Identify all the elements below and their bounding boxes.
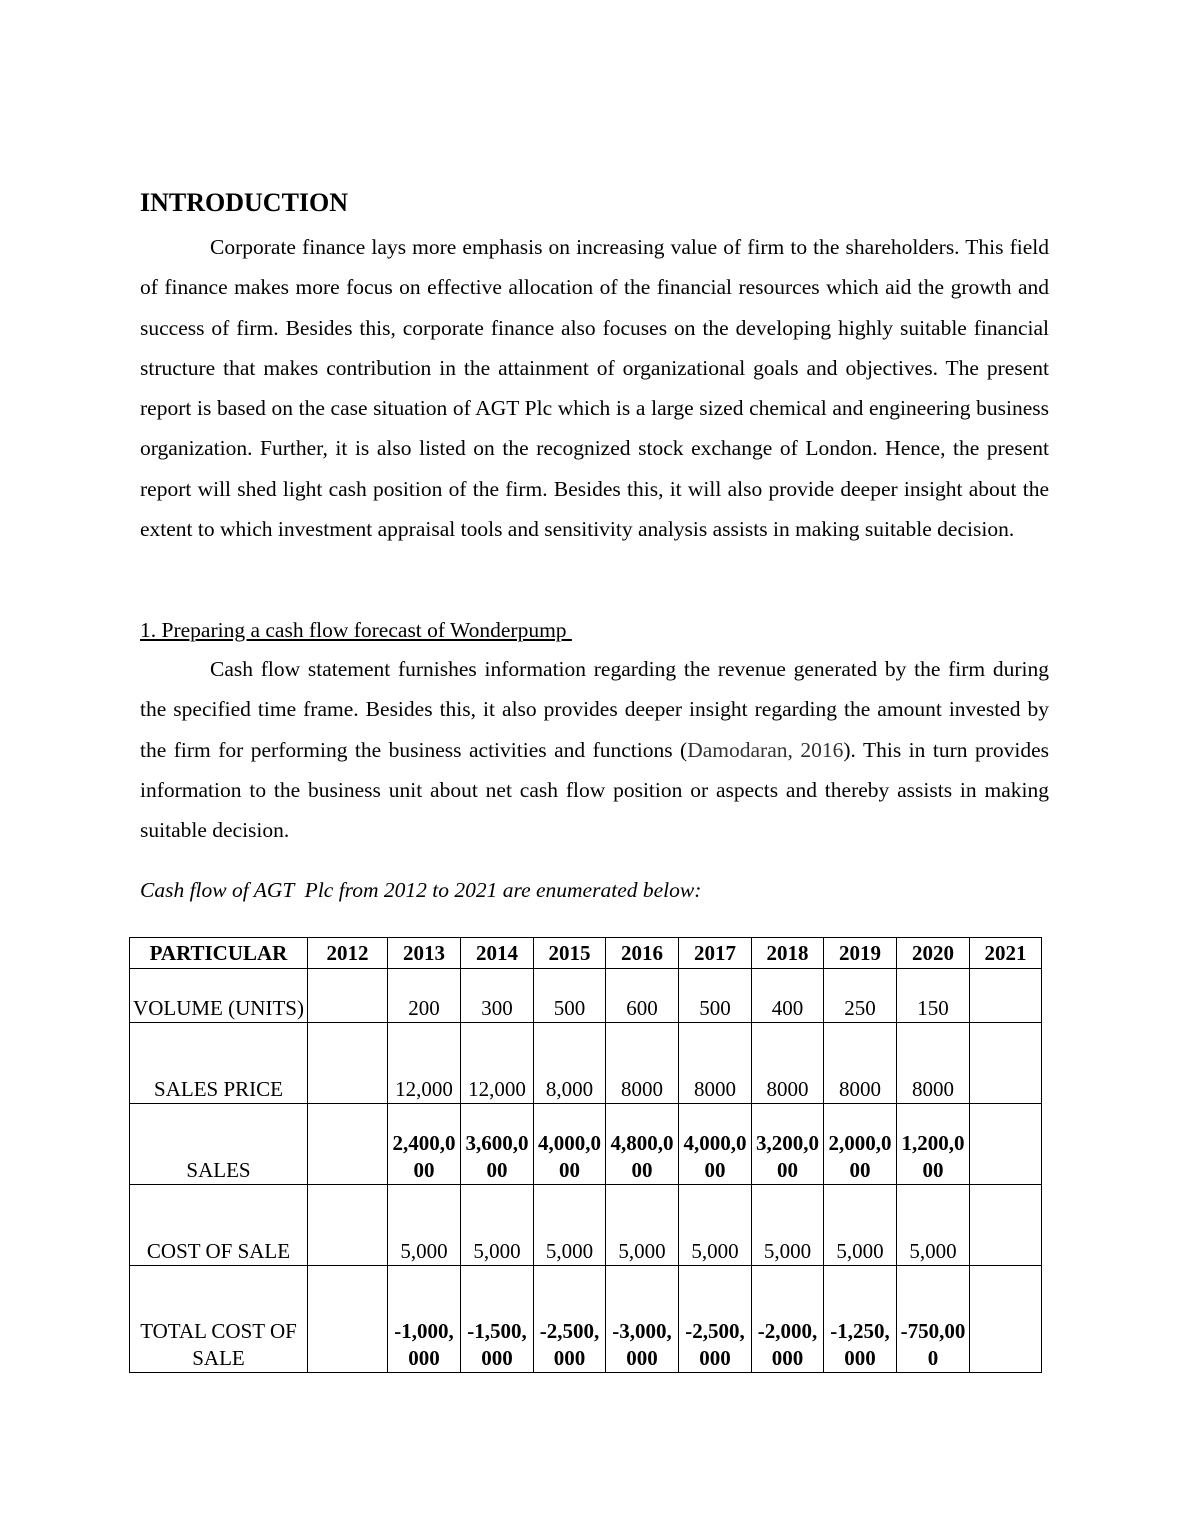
header-2013: 2013 (388, 938, 461, 969)
table-cell (308, 1104, 388, 1185)
table-cell: 250 (824, 969, 897, 1023)
table-cell: 12,000 (388, 1023, 461, 1104)
cash-flow-paragraph-text-end: ). This in turn provides information to the business unit about net cash flow position or aspects and thereby assists in making suitable decision. (140, 737, 1049, 843)
table-cell (970, 1023, 1042, 1104)
table-row-cost-of-sale (130, 1185, 1042, 1266)
table-cell (308, 1185, 388, 1266)
table-cell: 5,000 (534, 1185, 606, 1266)
row-label: SALES (130, 1104, 308, 1185)
table-cell: 150 (897, 969, 970, 1023)
header-2020: 2020 (897, 938, 970, 969)
cash-flow-paragraph-text-start: Cash flow statement furnishes information regarding the revenue generated by the firm during the specified time frame. Besides this, it also provides deeper insight regarding the amount invested by the firm for performing the business activities and functions ( (140, 657, 1049, 762)
table-cell: -3,000,000 (606, 1266, 679, 1373)
table-cell: 1,200,000 (897, 1104, 970, 1185)
table-cell: 2,000,000 (824, 1104, 897, 1185)
table-header-row (130, 938, 1042, 969)
table-cell: -2,500,000 (534, 1266, 606, 1373)
table-cell (970, 1266, 1042, 1373)
table-caption: Cash flow of AGT Plc from 2012 to 2021 are enumerated below: (140, 878, 702, 902)
table-cell: 4,000,000 (679, 1104, 752, 1185)
header-2021: 2021 (970, 938, 1042, 969)
table-cell: 600 (606, 969, 679, 1023)
table-cell (308, 1266, 388, 1373)
table-cell: 500 (534, 969, 606, 1023)
table-cell: 3,200,000 (752, 1104, 824, 1185)
table-cell: -1,500,000 (461, 1266, 534, 1373)
table-cell: 400 (752, 969, 824, 1023)
table-cell: 5,000 (897, 1185, 970, 1266)
row-label: VOLUME (UNITS) (130, 969, 308, 1023)
header-2015: 2015 (534, 938, 606, 969)
table-cell: -2,500,000 (679, 1266, 752, 1373)
table-cell: 8000 (679, 1023, 752, 1104)
table-cell: 300 (461, 969, 534, 1023)
table-row-sales-price (130, 1023, 1042, 1104)
section-1-heading: 1. Preparing a cash flow forecast of Wonderpump (140, 618, 572, 642)
table-cell: 4,000,000 (534, 1104, 606, 1185)
header-2016: 2016 (606, 938, 679, 969)
table-cell: -1,000,000 (388, 1266, 461, 1373)
table-cell: 2,400,000 (388, 1104, 461, 1185)
header-2014: 2014 (461, 938, 534, 969)
table-cell (308, 969, 388, 1023)
table-cell: -2,000,000 (752, 1266, 824, 1373)
table-cell: 5,000 (388, 1185, 461, 1266)
table-cell (970, 1185, 1042, 1266)
row-label: SALES PRICE (130, 1023, 308, 1104)
table-cell (308, 1023, 388, 1104)
table-cell: 5,000 (461, 1185, 534, 1266)
table-cell: 200 (388, 969, 461, 1023)
cash-flow-paragraph (140, 649, 1049, 850)
table-cell: -1,250,000 (824, 1266, 897, 1373)
table-cell: 12,000 (461, 1023, 534, 1104)
header-particular: PARTICULAR (130, 938, 308, 969)
citation-damodaran: Damodaran, 2016 (687, 737, 844, 762)
header-2019: 2019 (824, 938, 897, 969)
header-2017: 2017 (679, 938, 752, 969)
table-cell: -750,000 (897, 1266, 970, 1373)
table-cell: 8000 (606, 1023, 679, 1104)
table-cell: 4,800,000 (606, 1104, 679, 1185)
table-cell: 500 (679, 969, 752, 1023)
cash-flow-table (129, 937, 1042, 1373)
table-row-sales (130, 1104, 1042, 1185)
table-row-volume (130, 969, 1042, 1023)
table-cell: 5,000 (606, 1185, 679, 1266)
row-label: TOTAL COST OF SALE (130, 1266, 308, 1373)
table-cell: 8000 (824, 1023, 897, 1104)
table-cell: 3,600,000 (461, 1104, 534, 1185)
header-2012: 2012 (308, 938, 388, 969)
introduction-heading: INTRODUCTION (140, 188, 349, 217)
table-cell (970, 969, 1042, 1023)
table-row-total-cost-of-sale (130, 1266, 1042, 1373)
table-cell: 8000 (752, 1023, 824, 1104)
header-2018: 2018 (752, 938, 824, 969)
table-cell: 8,000 (534, 1023, 606, 1104)
table-cell: 5,000 (824, 1185, 897, 1266)
introduction-paragraph: Corporate finance lays more emphasis on increasing value of firm to the shareholders. This field of finance makes more focus on effective allocation of the financial resources which aid the growth and success of firm. Besides this, corporate finance also focuses on the developing highly suitable financial structure that makes contribution in the attainment of organizational goals and objectives. The present report is based on the case situation of AGT Plc which is a large sized chemical and engineering business organization. Further, it is also listed on the recognized stock exchange of London. Hence, the present report will shed light cash position of the firm. Besides this, it will also provide deeper insight about the extent to which investment appraisal tools and sensitivity analysis assists in making suitable decision. (140, 235, 1049, 542)
row-label: COST OF SALE (130, 1185, 308, 1266)
table-cell: 8000 (897, 1023, 970, 1104)
table-cell (970, 1104, 1042, 1185)
table-cell: 5,000 (679, 1185, 752, 1266)
table-cell: 5,000 (752, 1185, 824, 1266)
